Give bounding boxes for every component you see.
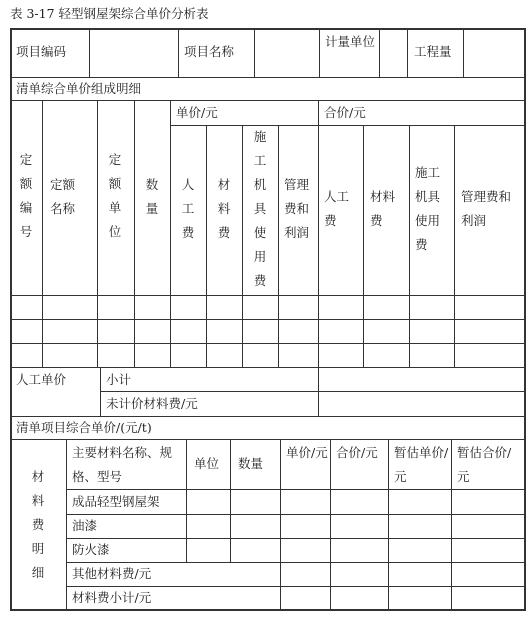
machinery-total-header: 施工机具使用费	[415, 165, 441, 252]
rule	[178, 28, 179, 77]
bottom-border	[10, 609, 526, 611]
rule	[66, 586, 526, 587]
materials-side-label: 材料费明细	[31, 469, 45, 580]
est-total-header: 暂估合价/元	[457, 445, 512, 484]
right-border	[524, 28, 526, 611]
item-unit-price-label: 清单项目综合单价/(元/t)	[16, 420, 152, 435]
rule	[10, 343, 526, 344]
quota-name-header: 定额名称	[50, 177, 76, 216]
material-qty-header: 数量	[238, 456, 264, 471]
material-row-name: 成品轻型钢屋架	[72, 494, 160, 509]
rule	[10, 319, 526, 320]
unit-price-group-header: 单价/元	[176, 105, 218, 120]
material-row-name: 防火漆	[72, 542, 110, 557]
material-unit-header: 单位	[194, 456, 220, 471]
measure-unit-label: 计量单位	[325, 34, 376, 49]
rule	[318, 367, 319, 416]
material-row-name: 油漆	[72, 518, 98, 533]
rule	[330, 439, 331, 609]
est-unit-price-header: 暂估单价/元	[394, 445, 449, 484]
rule	[463, 28, 464, 77]
rule	[134, 100, 135, 367]
rule	[230, 439, 231, 562]
labor-unit-price-label: 人工单价	[16, 372, 67, 387]
rule	[318, 100, 319, 367]
rule	[206, 125, 207, 367]
rule	[280, 439, 281, 609]
rule	[363, 125, 364, 367]
rule	[97, 100, 98, 367]
unit-price-analysis-table	[10, 28, 526, 611]
rule	[66, 439, 67, 609]
rule	[409, 125, 410, 367]
rule	[10, 367, 526, 368]
rule	[66, 489, 526, 490]
amount-header: 数量	[145, 177, 159, 216]
rule	[10, 416, 526, 417]
rule	[242, 125, 243, 367]
left-border	[10, 28, 12, 611]
rule	[407, 28, 408, 77]
rule	[451, 439, 452, 609]
rule	[10, 77, 526, 78]
unpriced-material-label: 未计价材料费/元	[106, 396, 198, 411]
quantity-label: 工程量	[414, 44, 452, 59]
rule	[254, 28, 255, 77]
material-total-header: 合价/元	[336, 445, 378, 460]
mgmt-profit-unit-header: 管理费和利润	[284, 177, 310, 240]
material-subtotal-label: 材料费小计/元	[72, 590, 152, 605]
rule	[379, 28, 380, 77]
rule	[66, 514, 526, 515]
project-name-label: 项目名称	[184, 44, 235, 59]
rule	[10, 100, 526, 101]
rule	[186, 439, 187, 562]
project-code-label: 项目编码	[16, 44, 67, 59]
rule	[10, 295, 526, 296]
quota-code-header: 定额编号	[19, 152, 33, 239]
subtotal-label: 小计	[106, 372, 132, 387]
rule	[319, 28, 320, 77]
total-price-group-header: 合价/元	[324, 105, 366, 120]
machinery-unit-header: 施工机具使用费	[253, 129, 267, 288]
quota-unit-header: 定额单位	[108, 152, 122, 239]
material-unit-header: 材料费	[217, 177, 231, 240]
detail-section-title: 清单综合单价组成明细	[16, 81, 142, 96]
rule	[66, 538, 526, 539]
rule	[170, 125, 526, 126]
labor-total-header: 人工费	[324, 189, 350, 228]
material-total-header: 材料费	[370, 189, 396, 228]
material-name-header: 主要材料名称、规格、型号	[72, 445, 173, 484]
rule	[278, 125, 279, 367]
other-material-label: 其他材料费/元	[72, 566, 152, 581]
top-border	[10, 28, 526, 30]
material-unit-price-header: 单价/元	[286, 445, 328, 460]
rule	[454, 125, 455, 367]
rule	[100, 391, 526, 392]
table-caption: 表 3-17 轻型钢屋架综合单价分析表	[10, 6, 209, 21]
rule	[66, 562, 526, 563]
rule	[42, 100, 43, 367]
rule	[388, 439, 389, 609]
rule	[170, 100, 171, 367]
rule	[10, 439, 526, 440]
labor-unit-header: 人工费	[181, 177, 195, 240]
rule	[89, 28, 90, 77]
mgmt-profit-total-header: 管理费和利润	[461, 189, 512, 228]
rule	[100, 367, 101, 416]
